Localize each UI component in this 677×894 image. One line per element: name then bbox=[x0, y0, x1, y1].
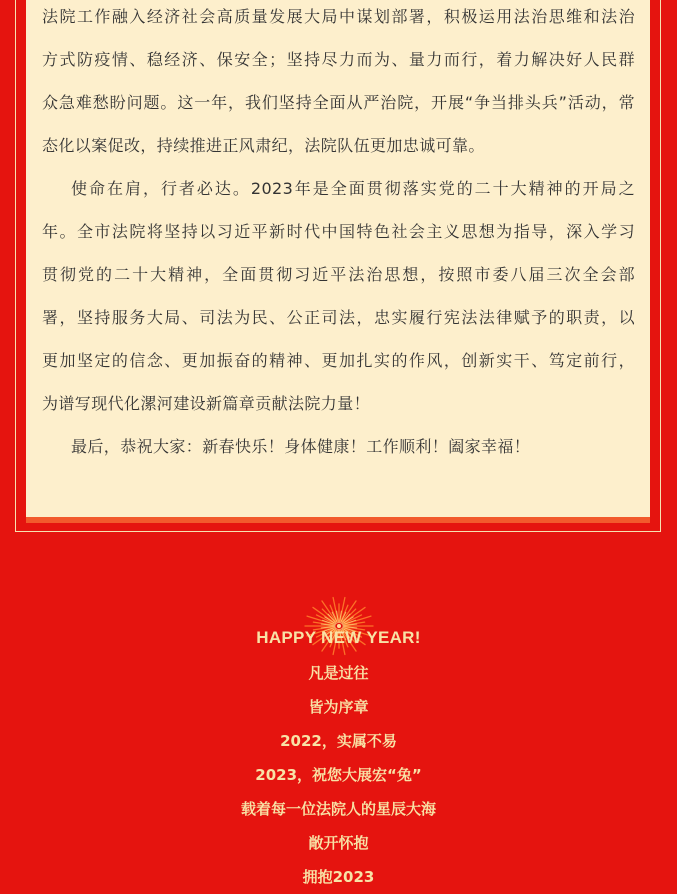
letter-line: 法院工作融入经济社会高质量发展大局中谋划部署，积极运用法治思维和法治 bbox=[42, 7, 635, 26]
greeting-line: 2023，祝您大展宏“兔” bbox=[255, 766, 422, 784]
greeting-line: 载着每一位法院人的星辰大海 bbox=[240, 800, 436, 818]
letter-line: 年。全市法院将坚持以习近平新时代中国特色社会主义思想为指导，深入学习 bbox=[42, 222, 635, 241]
letter-line: 使命在肩，行者必达。2023年是全面贯彻落实党的二十大精神的开局之 bbox=[71, 179, 635, 198]
greeting-line: 敞开怀抱 bbox=[308, 834, 369, 852]
letter-line: 众急难愁盼问题。这一年，我们坚持全面从严治院，开展“争当排头兵”活动，常 bbox=[42, 93, 635, 112]
letter-body bbox=[42, 0, 635, 468]
greeting-line: 2022，实属不易 bbox=[280, 732, 397, 750]
greeting-title-text: HAPPY NEW YEAR! bbox=[256, 628, 421, 647]
letter-line: 最后，恭祝大家：新春快乐！身体健康！工作顺利！阖家幸福！ bbox=[71, 437, 531, 456]
greeting-line: 凡是过往 bbox=[308, 664, 369, 682]
letter-line: 态化以案促改，持续推进正风肃纪，法院队伍更加忠诚可靠。 bbox=[42, 136, 485, 155]
letter-line: 贯彻党的二十大精神，全面贯彻习近平法治思想，按照市委八届三次全会部 bbox=[42, 265, 635, 284]
greeting-line: 拥抱2023 bbox=[302, 868, 375, 886]
letter-line: 方式防疫情、稳经济、保安全；坚持尽力而为、量力而行，着力解决好人民群 bbox=[42, 50, 635, 69]
letter-line: 更加坚定的信念、更加振奋的精神、更加扎实的作风，创新实干、笃定前行， bbox=[42, 351, 635, 370]
greeting-line: 皆为序章 bbox=[308, 698, 369, 716]
letter-line: 为谱写现代化漯河建设新篇章贡献法院力量！ bbox=[42, 394, 371, 413]
greeting-title bbox=[0, 621, 677, 655]
letter-line: 署，坚持服务大局、司法为民、公正司法，忠实履行宪法法律赋予的职责，以 bbox=[42, 308, 635, 327]
